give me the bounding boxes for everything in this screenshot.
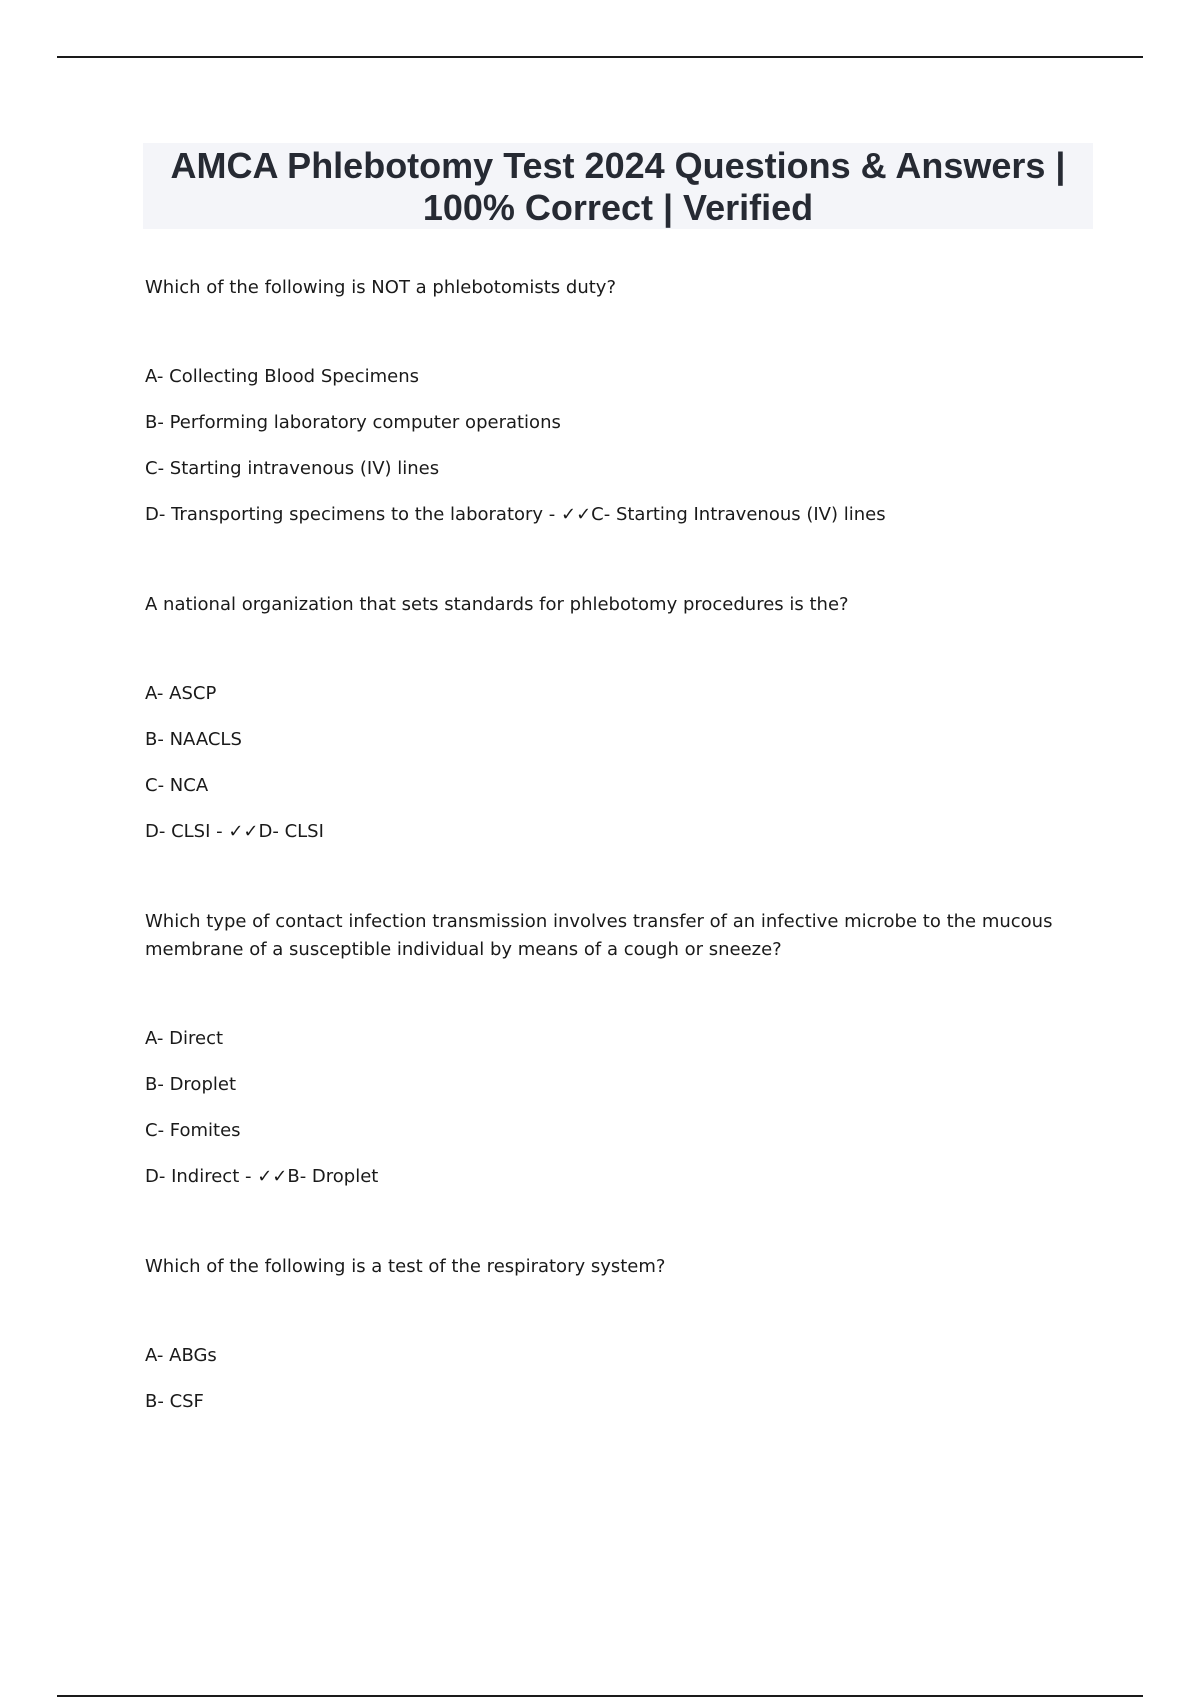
answer-option: A- ABGs — [145, 1345, 217, 1366]
bottom-divider — [57, 1695, 1143, 1697]
question-item — [145, 274, 1075, 529]
answer-option-with-answer: D- Indirect - ✓✓B- Droplet — [145, 1166, 379, 1187]
answer-option: B- Droplet — [145, 1074, 237, 1095]
answer-option: B- CSF — [145, 1391, 204, 1412]
answer-option-with-answer: D- CLSI - ✓✓D- CLSI — [145, 821, 324, 842]
answer-option: A- Collecting Blood Specimens — [145, 366, 420, 387]
document-title: AMCA Phlebotomy Test 2024 Questions & Answers | 100% Correct | Verified — [170, 145, 1066, 228]
answer-option: A- Direct — [145, 1028, 224, 1049]
question-text: A national organization that sets standards for phlebotomy procedures is the? — [145, 594, 849, 615]
question-text: Which type of contact infection transmission involves transfer of an infective microbe to the mucous membrane of a susceptible individual by means of a cough or sneeze? — [145, 911, 1053, 960]
answer-option: C- NCA — [145, 775, 209, 796]
answer-option: A- ASCP — [145, 683, 217, 704]
question-item — [145, 908, 1075, 1191]
answer-option: C- Fomites — [145, 1120, 241, 1141]
question-item — [145, 591, 1075, 846]
answer-option: C- Starting intravenous (IV) lines — [145, 458, 440, 479]
title-banner — [143, 143, 1093, 229]
question-list — [145, 274, 1075, 1416]
answer-option: B- NAACLS — [145, 729, 242, 750]
question-text: Which of the following is NOT a phlebotomists duty? — [145, 277, 616, 298]
answer-option: B- Performing laboratory computer operations — [145, 412, 561, 433]
question-text: Which of the following is a test of the respiratory system? — [145, 1256, 666, 1277]
top-divider — [57, 56, 1143, 58]
question-item — [145, 1253, 1075, 1416]
answer-option-with-answer: D- Transporting specimens to the laboratory - ✓✓C- Starting Intravenous (IV) lines — [145, 504, 886, 525]
